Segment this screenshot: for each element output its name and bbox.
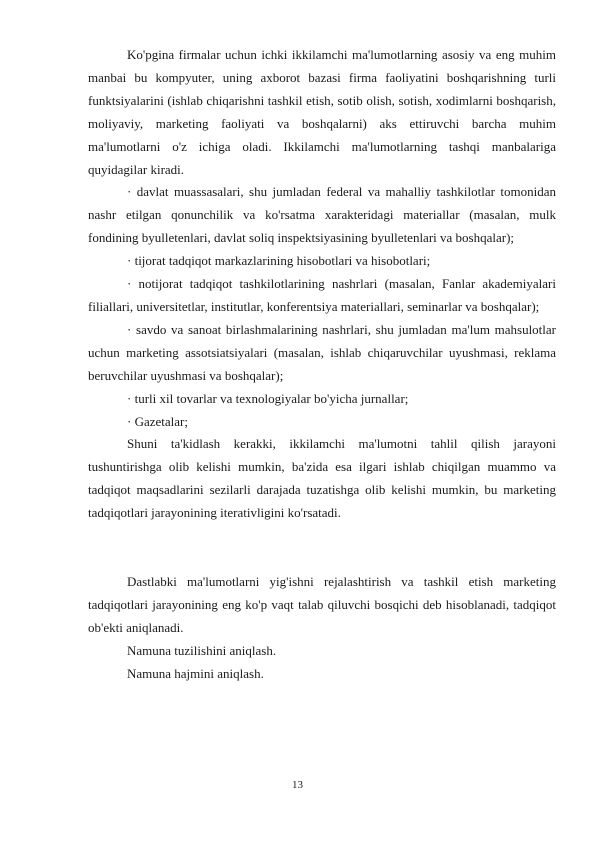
list-item-journals: · turli xil tovarlar va texnologiyalar bo'yicha jurnallar; [127,390,409,406]
list-item-commercial-reports: · tijorat tadqiqot markazlarining hisobotlari va hisobotlari; [127,253,431,269]
list-item-nonprofit: · notijorat tadqiqot tashkilotlarining nashrlari (masalan, Fanlar akademiyalari filiallari, universitetlar, institutlar, konferentsiya materiallari, seminarlar va boshqalar); [88,276,556,314]
document-page [88,44,556,686]
list-item-trade-associations: · savdo va sanoat birlashmalarining nashrlari, shu jumladan ma'lum mahsulotlar uchun marketing assotsiatsiyalari (masalan, ishlab chiqaruvchilar uyushmasi, reklama beruvchilar uyushmasi va boshqalar); [88,321,556,383]
line-sample-size: Namuna hajmini aniqlash. [127,665,264,681]
intro-paragraph: Ko'pgina firmalar uchun ichki ikkilamchi ma'lumotlarning asosiy va eng muhim manbai bu kompyuter, uning axborot bazasi firma faoliyatini boshqarishning turli funktsiyalarini (ishlab chiqarishni tashkil etish, sotib olish, sotish, xodimlarni boshqarish, moliyaviy, marketing faoliyati va boshqalarni) aks ettiruvchi barcha muhim ma'lumotlarni o'z ichiga oladi. Ikkilamchi ma'lumotlarning tashqi manbalariga quyidagilar kiradi. [88,47,556,177]
line-sample-structure: Namuna tuzilishini aniqlash. [127,642,277,658]
conclusion-paragraph: Shuni ta'kidlash kerakki, ikkilamchi ma'lumotni tahlil qilish jarayoni tushuntirishga olib kelishi mumkin, ba'zida esa ilgari ishlab chiqilgan muammo va tadqiqot maqsadlarini sezilarli darajada tuzatishga olib kelishi mumkin, bu marketing tadqiqotlari jarayonining iterativligini ko'rsatadi. [88,436,556,521]
page-number: 13 [292,779,303,791]
section-spacer [88,525,556,571]
section2-paragraph: Dastlabki ma'lumotlarni yig'ishni rejalashtirish va tashkil etish marketing tadqiqotlari jarayonining eng ko'p vaqt talab qiluvchi bosqichi deb hisoblanadi, tadqiqot ob'ekti aniqlanadi. [88,574,556,635]
list-item-newspapers: · Gazetalar; [127,413,188,429]
list-item-government: · davlat muassasalari, shu jumladan federal va mahalliy tashkilotlar tomonidan nashr etilgan qonunchilik va ko'rsatma xarakteridagi materiallar (masalan, mulk fondining byulletenlari, davlat soliq inspektsiyasining byulletenlari va boshqalar); [88,184,556,246]
